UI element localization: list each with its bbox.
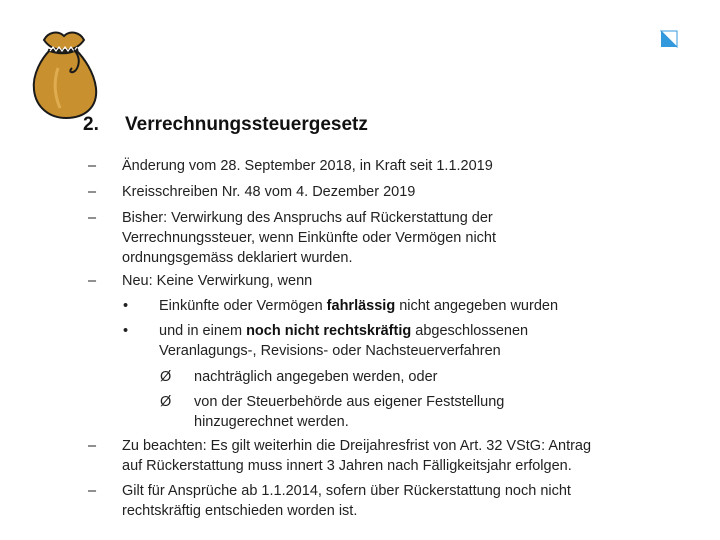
sub-sub-item-text [194, 392, 664, 432]
text-run: und in einem [159, 323, 247, 339]
bullet-marker: • [123, 298, 129, 314]
corner-triangle-icon [660, 30, 678, 48]
money-bag-icon [28, 28, 100, 120]
dash-marker: – [88, 273, 97, 289]
text-run: nicht angegeben wurden [395, 298, 559, 314]
sub-sub-item-line: hinzugerechnet werden. [194, 414, 349, 430]
item-text-line: rechtskräftig entschieden worden ist. [122, 503, 358, 519]
emphasis-text: fahrlässig [326, 298, 396, 314]
text-run: Einkünfte oder Vermögen [159, 298, 327, 314]
arrow-marker: Ø [160, 369, 172, 385]
dash-marker: – [88, 438, 97, 454]
sub-item-text [159, 321, 659, 361]
item-text-line: Bisher: Verwirkung des Anspruchs auf Rückerstattung der [122, 210, 493, 226]
dash-marker: – [88, 483, 97, 499]
dash-marker: – [88, 184, 97, 200]
item-text [122, 208, 662, 268]
sub-item-line [159, 321, 659, 341]
item-text-line: Verrechnungssteuer, wenn Einkünfte oder Vermögen nicht [122, 230, 497, 246]
sub-item-line: Veranlagungs-, Revisions- oder Nachsteuerverfahren [159, 343, 501, 359]
text-run: abgeschlossenen [411, 323, 529, 339]
sub-item-text [159, 296, 659, 316]
sub-sub-item-text: nachträglich angegeben werden, oder [194, 369, 438, 385]
section-title: Verrechnungssteuergesetz [125, 114, 368, 135]
dash-marker: – [88, 158, 97, 174]
item-text: Änderung vom 28. September 2018, in Kraft seit 1.1.2019 [122, 158, 493, 174]
section-number: 2. [83, 114, 99, 135]
sub-sub-item-line: von der Steuerbehörde aus eigener Feststellung [194, 394, 505, 410]
emphasis-text: noch nicht rechtskräftig [246, 323, 412, 339]
bullet-marker: • [123, 323, 129, 339]
arrow-marker: Ø [160, 394, 172, 410]
dash-marker: – [88, 210, 97, 226]
item-text-line: Gilt für Ansprüche ab 1.1.2014, sofern über Rückerstattung noch nicht [122, 483, 571, 499]
item-text [122, 481, 662, 521]
item-text: Kreisschreiben Nr. 48 vom 4. Dezember 2019 [122, 184, 416, 200]
item-text-line: auf Rückerstattung muss innert 3 Jahren nach Fälligkeitsjahr erfolgen. [122, 458, 572, 474]
item-text-line: ordnungsgemäss deklariert wurden. [122, 250, 353, 266]
item-text [122, 436, 662, 476]
item-text: Neu: Keine Verwirkung, wenn [122, 273, 313, 289]
item-text-line: Zu beachten: Es gilt weiterhin die Dreijahresfrist von Art. 32 VStG: Antrag [122, 438, 592, 454]
